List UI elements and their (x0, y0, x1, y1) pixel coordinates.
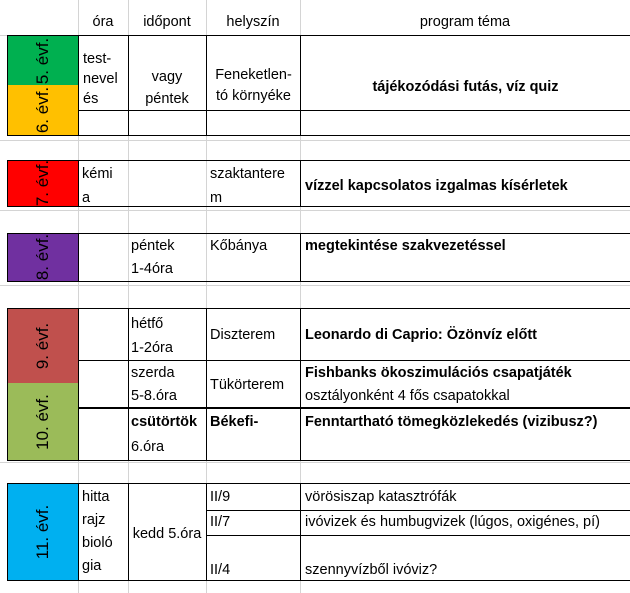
row9-idopont-2: 1-2óra (131, 340, 173, 356)
row8-idopont-2: 1-4óra (131, 261, 173, 277)
row7-helyszin-2: m (210, 190, 223, 206)
row11-program-1: vörösiszap katasztrófák (305, 489, 457, 505)
grade-5-label: 5. évf. (7, 36, 78, 85)
grade-10-label: 10. évf. (7, 383, 78, 460)
row8-program: megtekintése szakvezetéssel (305, 238, 506, 254)
row11-ora-1: hitta (82, 489, 110, 505)
header-helyszin: helyszín (226, 14, 280, 30)
grade-7-label: 7. évf. (7, 160, 78, 206)
grade-6-label: 6. évf. (7, 85, 78, 135)
row7-ora-2: a (82, 190, 91, 206)
grade-9-label: 9. évf. (7, 308, 78, 383)
row11-helyszin-1: II/9 (210, 489, 231, 505)
row56-ora: test- nevel és (83, 51, 118, 107)
row10a-helyszin: Tükörterem (210, 377, 285, 393)
row11-ora-2: rajz (82, 512, 106, 528)
grid-line (0, 285, 630, 286)
row11-program-3: szennyvízből ivóviz? (305, 562, 438, 578)
grid-line (0, 462, 630, 463)
row11-ora-4: gia (82, 558, 102, 574)
grid-line (0, 210, 630, 211)
header-idopont: időpont (143, 14, 191, 30)
row11-idopont: kedd 5.óra (132, 526, 202, 542)
row10a-idopont-1: szerda (131, 365, 175, 381)
row56-program: tájékozódási futás, víz quiz (372, 79, 559, 95)
grid-line (0, 140, 630, 141)
row56-idopont-1: vagy (151, 69, 183, 85)
row9-helyszin: Diszterem (210, 327, 276, 343)
row11-helyszin-2: II/7 (210, 514, 231, 530)
row11-program-2: ivóvizek és humbugvizek (lúgos, oxigénes, pí) (305, 514, 600, 530)
row10a-program-2: osztályonként 4 fős csapatokkal (305, 388, 510, 404)
row56-helyszin-2: tó környéke (216, 88, 291, 104)
row7-ora-1: kémi (82, 166, 113, 182)
row8-helyszin: Kőbánya (210, 238, 268, 254)
row10b-program: Fenntartható tömegközlekedés (vizibusz?) (305, 414, 598, 430)
grade-8-label: 8. évf. (7, 233, 78, 281)
row9-program: Leonardo di Caprio: Özönvíz előtt (305, 327, 537, 343)
row11-ora-3: bioló (82, 535, 113, 551)
row10b-idopont-1: csütörtök (131, 414, 198, 430)
header-program: program téma (419, 14, 511, 30)
row7-program: vízzel kapcsolatos izgalmas kísérletek (305, 178, 568, 194)
row11-helyszin-3: II/4 (210, 562, 231, 578)
row10b-idopont-2: 6.óra (131, 439, 165, 455)
row9-idopont-1: hétfő (131, 316, 164, 332)
row56-idopont-2: péntek (145, 91, 189, 107)
row10a-idopont-2: 5-8.óra (131, 388, 177, 404)
row10a-program-1: Fishbanks ökoszimulációs csapatjáték (305, 365, 572, 381)
row7-helyszin-1: szaktantere (210, 166, 285, 182)
row8-idopont-1: péntek (131, 238, 175, 254)
grade-11-label: 11. évf. (7, 483, 78, 580)
row10b-helyszin: Békefi- (210, 414, 259, 430)
header-ora: óra (92, 14, 114, 30)
row56-helyszin-1: Feneketlen- (215, 67, 292, 83)
